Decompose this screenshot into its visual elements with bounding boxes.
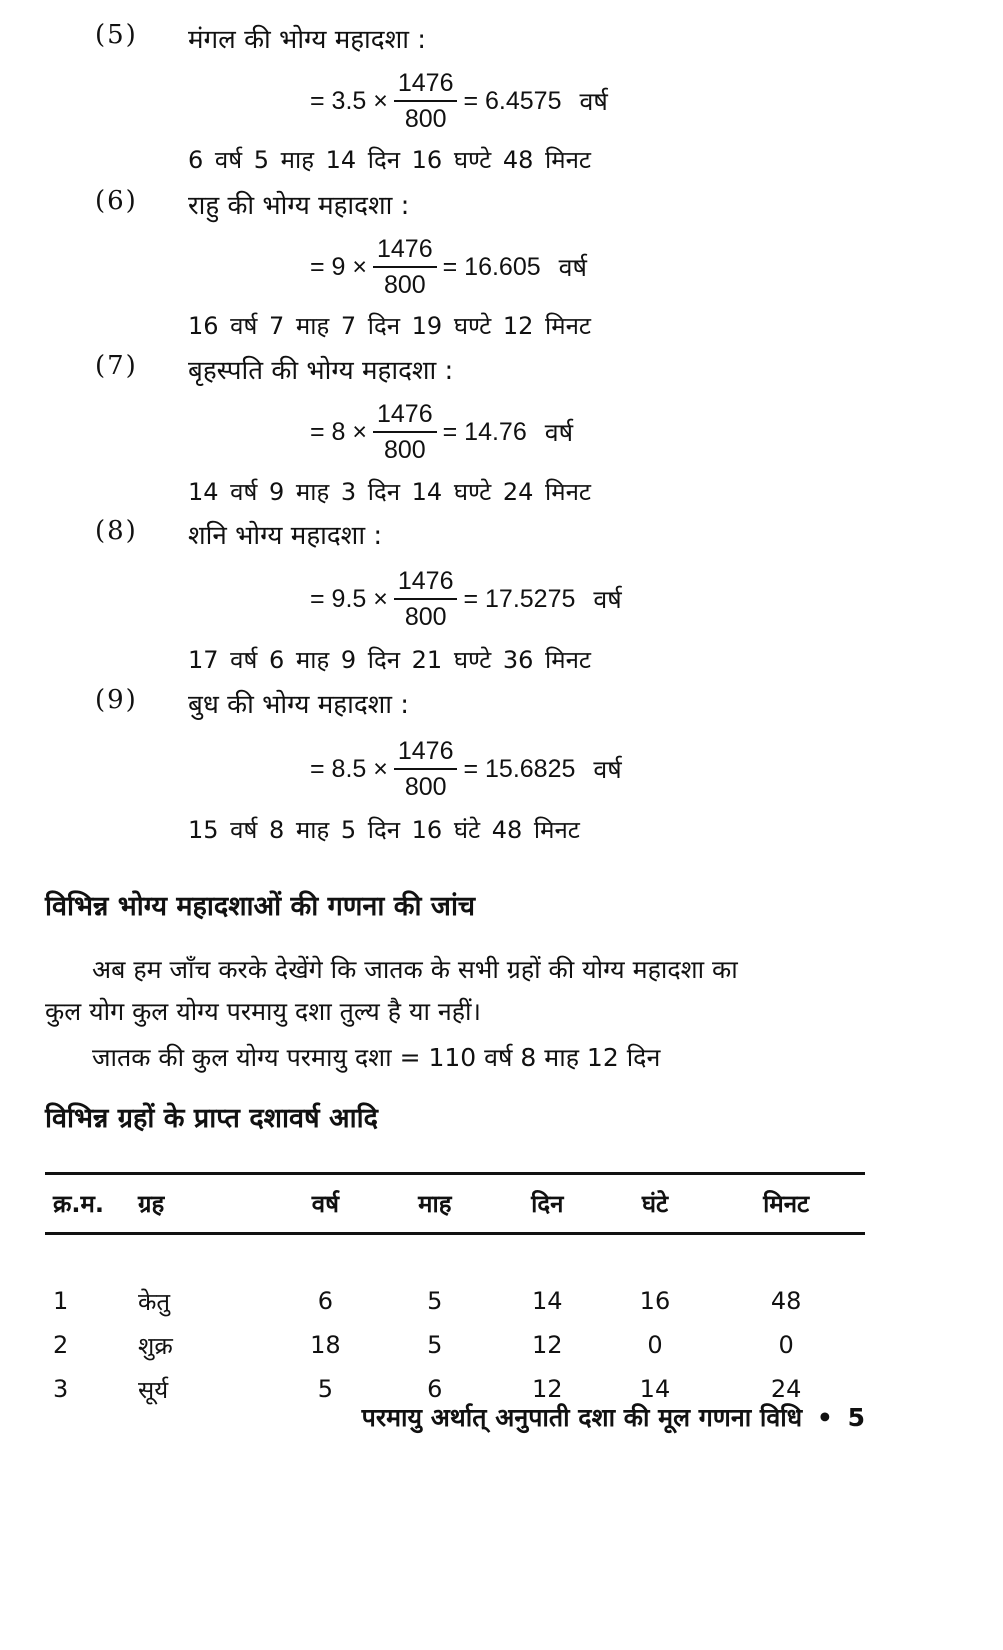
column-header: दिन xyxy=(531,1190,564,1218)
formula-rhs: = 16.605 xyxy=(442,252,541,281)
item-title: शनि भोग्य महादशा : xyxy=(188,521,383,551)
table-cell: 18 xyxy=(310,1331,341,1359)
formula xyxy=(310,393,573,471)
item-heading xyxy=(0,20,1003,60)
footer-title: परमायु अर्थात् अनुपाती दशा की मूल गणना विधि xyxy=(361,1403,803,1432)
table-cell: 5 xyxy=(317,1375,333,1403)
table-cell: 0 xyxy=(647,1331,663,1359)
formula-rhs: = 14.76 xyxy=(442,417,527,446)
item-number: (6) xyxy=(95,186,138,216)
column-header: मिनट xyxy=(763,1190,810,1218)
formula-unit: वर्ष xyxy=(544,418,574,447)
item-title: मंगल की भोग्य महादशा : xyxy=(188,25,427,55)
running-footer xyxy=(362,1400,865,1434)
fraction xyxy=(373,399,437,465)
item-title: बुध की भोग्य महादशा : xyxy=(188,690,410,720)
formula-unit: वर्ष xyxy=(593,585,622,614)
duration-breakdown: 6 वर्ष 5 माह 14 दिन 16 घण्टे 48 मिनट xyxy=(188,146,592,174)
fraction-denominator: 800 xyxy=(383,436,426,464)
item-number: (8) xyxy=(95,516,138,546)
item-heading xyxy=(0,685,1003,725)
fraction-numerator: 1476 xyxy=(394,566,458,600)
table-row xyxy=(45,1323,865,1367)
formula-rhs: = 17.5275 xyxy=(463,584,576,613)
fraction xyxy=(394,566,458,632)
duration-breakdown: 14 वर्ष 9 माह 3 दिन 14 घण्टे 24 मिनट xyxy=(188,478,592,506)
table-cell: 3 xyxy=(53,1375,69,1403)
formula-unit: वर्ष xyxy=(593,755,622,784)
table-cell: 6 xyxy=(317,1287,333,1315)
table-cell: 2 xyxy=(53,1331,69,1359)
table-cell: 48 xyxy=(770,1287,802,1315)
table-cell: 16 xyxy=(639,1287,671,1315)
formula xyxy=(310,228,587,306)
item-heading xyxy=(0,351,1003,391)
fraction-denominator: 800 xyxy=(404,603,447,631)
fraction xyxy=(394,736,458,802)
table-cell: 5 xyxy=(427,1287,443,1315)
item-title: बृहस्पति की भोग्य महादशा : xyxy=(188,356,454,386)
column-header: क्र.म. xyxy=(53,1190,105,1218)
fraction xyxy=(394,68,458,134)
formula-rhs: = 6.4575 xyxy=(463,86,562,115)
item-number: (9) xyxy=(95,685,138,715)
paragraph-line: कुल योग कुल योग्य परमायु दशा तुल्य है या नहीं। xyxy=(45,997,481,1026)
fraction-numerator: 1476 xyxy=(394,736,458,770)
table-cell: 1 xyxy=(53,1287,69,1315)
table-cell: 12 xyxy=(531,1375,563,1403)
table-cell: 6 xyxy=(427,1375,443,1403)
table-cell: 5 xyxy=(427,1331,443,1359)
duration-breakdown: 15 वर्ष 8 माह 5 दिन 16 घंटे 48 मिनट xyxy=(188,816,580,844)
formula-lhs: = 8 × xyxy=(310,417,367,446)
paragraph-line: अब हम जाँच करके देखेंगे कि जातक के सभी ग्रहों की योग्य महादशा का xyxy=(92,955,738,984)
duration-breakdown: 17 वर्ष 6 माह 9 दिन 21 घण्टे 36 मिनट xyxy=(188,646,592,674)
formula xyxy=(310,560,622,638)
table-cell: केतु xyxy=(138,1287,171,1316)
table-cell: सूर्य xyxy=(138,1375,169,1404)
footer-bullet: • xyxy=(816,1403,833,1432)
section-heading: विभिन्न ग्रहों के प्राप्त दशावर्ष आदि xyxy=(45,1103,378,1134)
table-row xyxy=(45,1279,865,1323)
table-cell: 0 xyxy=(778,1331,794,1359)
item-title: राहु की भोग्य महादशा : xyxy=(188,191,410,221)
formula xyxy=(310,730,622,808)
formula-rhs: = 15.6825 xyxy=(463,754,576,783)
section-heading: विभिन्न भोग्य महादशाओं की गणना की जांच xyxy=(45,891,476,922)
item-heading xyxy=(0,186,1003,226)
fraction-denominator: 800 xyxy=(383,271,426,299)
formula-lhs: = 3.5 × xyxy=(310,86,388,115)
column-header: माह xyxy=(418,1190,452,1218)
formula-unit: वर्ष xyxy=(558,253,587,282)
fraction xyxy=(373,234,437,300)
paragraph-line: जातक की कुल योग्य परमायु दशा = 110 वर्ष 8 माह 12 दिन xyxy=(92,1043,661,1072)
column-header: ग्रह xyxy=(138,1190,165,1218)
table-cell: 14 xyxy=(639,1375,671,1403)
formula-lhs: = 9 × xyxy=(310,252,367,281)
item-number: (5) xyxy=(95,20,138,50)
formula-unit: वर्ष xyxy=(579,87,608,116)
fraction-denominator: 800 xyxy=(404,773,447,801)
table-cell: 24 xyxy=(770,1375,802,1403)
duration-breakdown: 16 वर्ष 7 माह 7 दिन 19 घण्टे 12 मिनट xyxy=(188,312,592,340)
formula-lhs: = 8.5 × xyxy=(310,754,388,783)
fraction-numerator: 1476 xyxy=(373,399,437,433)
dasha-table xyxy=(45,1172,865,1411)
item-number: (7) xyxy=(95,351,138,381)
formula-lhs: = 9.5 × xyxy=(310,584,388,613)
column-header: वर्ष xyxy=(311,1190,339,1218)
fraction-numerator: 1476 xyxy=(373,234,437,268)
table-cell: 12 xyxy=(531,1331,563,1359)
fraction-denominator: 800 xyxy=(404,105,447,133)
column-header: घंटे xyxy=(641,1190,669,1218)
table-header-row xyxy=(45,1174,865,1234)
formula xyxy=(310,62,608,140)
fraction-numerator: 1476 xyxy=(394,68,458,102)
table-cell: शुक्र xyxy=(138,1331,173,1360)
table-row xyxy=(45,1234,865,1280)
page-number: 5 xyxy=(847,1403,865,1432)
item-heading xyxy=(0,516,1003,556)
table-cell: 14 xyxy=(531,1287,563,1315)
